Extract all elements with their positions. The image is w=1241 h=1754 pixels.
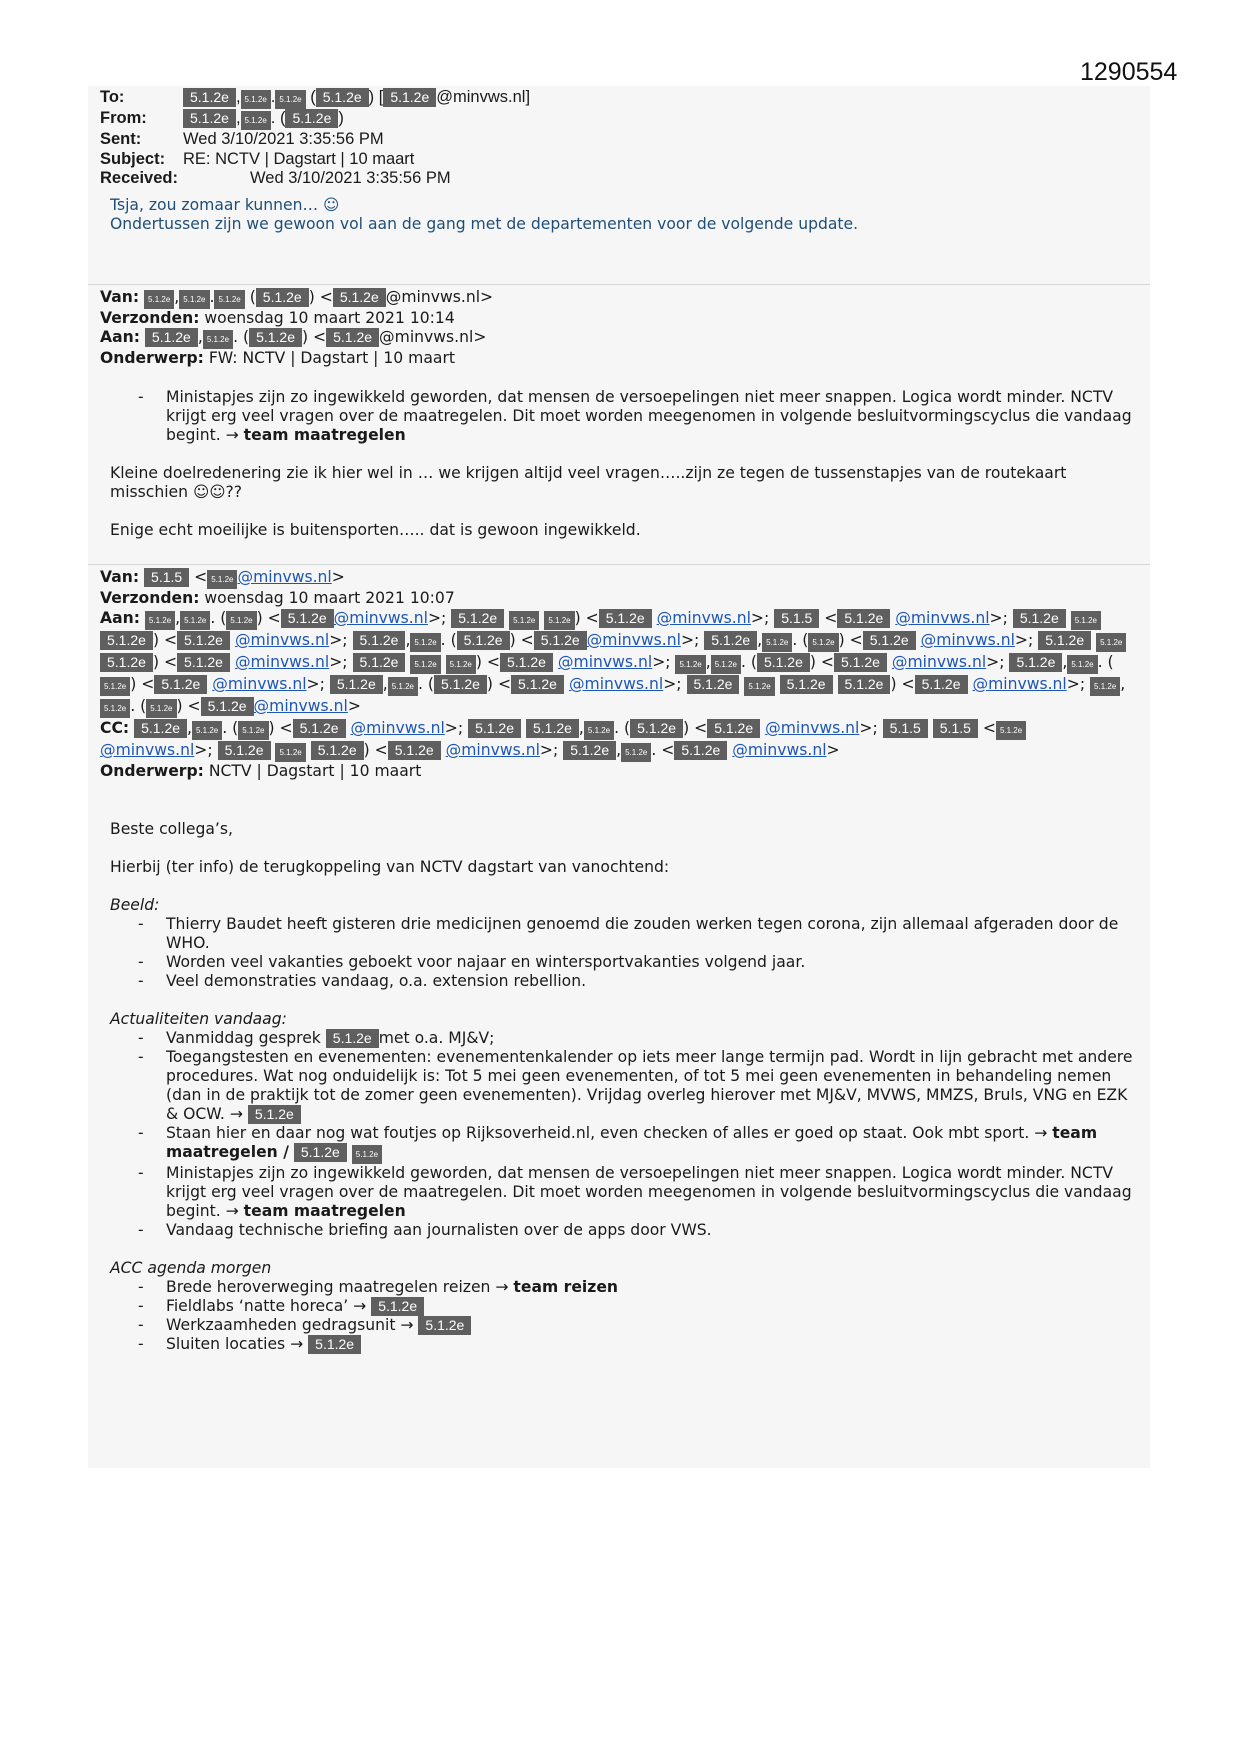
redaction-box: 5.1.2e [468,719,521,738]
redaction-box: 5.1.2e [145,611,175,630]
redaction-box: 5.1.2e [275,90,305,109]
header-from [100,109,1136,130]
text-run: ) < [302,328,327,346]
redaction-box: 5.1.2e [1096,633,1126,652]
redaction-box: 5.1.2e [311,741,364,760]
text-run: . ( [417,675,434,693]
redaction-box: 5.1.2e [134,719,187,738]
redaction-box: 5.1.2e [915,675,968,694]
redaction-box: 5.1.2e [326,1029,379,1048]
mail2-body [110,820,1136,1354]
text-run: , [197,328,203,346]
text-run: < [189,568,208,586]
email-link: @minvws.nl [568,675,664,693]
text-run: >; [329,653,353,671]
text-run: , [578,719,584,737]
redaction-box: 5.1.2e [275,743,305,762]
redaction-box: 5.1.2e [241,90,271,109]
text-run: . ( [210,609,227,627]
bold-text: team maatregelen [243,426,406,444]
email-link: @minvws.nl [972,675,1067,693]
redaction-box: 5.1.2e [183,88,236,107]
redaction-box: 5.1.2e [308,1335,361,1354]
email-link: @minvws.nl [234,631,330,649]
email-link: @minvws.nl [895,609,990,627]
redaction-box: 5.1.2e [256,288,309,307]
redaction-box: 5.1.2e [1013,609,1066,628]
text-run: . [209,288,215,306]
actualiteiten-list [138,1029,1136,1240]
redaction-box: 5.1.2e [1067,655,1097,674]
redaction-box: 5.1.2e [509,611,539,630]
intro: Hierbij (ter info) de terugkoppeling van NCTV dagstart van vanochtend: [110,858,670,876]
bold-text: Aan: [100,609,140,627]
bold-text: Verzonden: [100,309,200,327]
mail1-body [110,388,1136,540]
text-run: >; [750,609,775,627]
outer-email-header [100,88,1136,189]
redaction-box: 5.1.2e [410,633,440,652]
list-item [138,388,1136,445]
received-label: Received: [100,169,178,187]
text-run: Toegangstesten en evenementen: evenementenkalender op iets meer lange termijn pad. Wordt in lijn gebracht met andere procedures. Wat nog onduidelijk is: Tot 5 mei geen evenementen, of tot 5 mei geen evenementen in behandeling nemen (dan in de praktijk tot de zomer geen evenementen). Vrijdag overleg hierover met MJ&V, MVWS, MMZS, Bruls, VNG en EZK & OCW. → [166,1048,1133,1123]
document-number: 1290554 [1080,58,1178,86]
text-run: , [616,741,622,759]
text-run: ) < [130,675,155,693]
redaction-box: 5.1.2e [457,631,510,650]
redaction-box: 5.1.2e [434,675,487,694]
text-run: ) < [809,653,834,671]
redaction-box: 5.1.2e [100,677,130,696]
text-run: Sluiten locaties → [166,1335,309,1353]
redaction-box: 5.1.2e [293,719,346,738]
redaction-box: 5.1.2e [330,675,383,694]
cc-line [100,718,1136,762]
redaction-box: 5.1.2e [100,653,153,672]
text-run: . ( [270,109,286,127]
redaction-box: 5.1.2e [353,653,406,672]
redaction-box: 5.1.2e [621,743,651,762]
from-value [183,109,344,130]
redaction-box: 5.1.2e [207,570,237,589]
redaction-box: 5.1.2e [371,1297,424,1316]
text-run: >; [329,631,353,649]
onderwerp-line [100,762,1136,781]
redaction-box: 5.1.2e [780,675,833,694]
text-run: . ( [222,719,239,737]
redaction-box: 5.1.2e [687,675,740,694]
text-run: , [187,719,192,737]
redaction-box: 5.1.2e [154,675,207,694]
redaction-box: 5.1.2e [675,655,705,674]
redaction-box: 5.1.2e [214,290,244,309]
text-run: ) < [152,631,178,649]
redaction-box: 5.1.2e [294,1143,347,1162]
header-received [100,169,1136,189]
email-link: @minvws.nl [920,631,1015,649]
redaction-box: 5.1.2e [248,1105,301,1124]
divider [88,284,1150,285]
text-run: woensdag 10 maart 2021 10:14 [199,309,455,327]
bold-text: Van: [100,568,140,586]
text-run: @minvws.nl] [436,88,531,106]
text-run: > [331,568,345,586]
text-run: . ( [233,328,250,346]
redaction-box: 5.1.2e [249,328,302,347]
text-run: ) < [574,609,599,627]
aan-line [100,328,1136,349]
redaction-box: 5.1.2e [180,611,210,630]
van-line [100,568,1136,589]
text-run: . ( [792,631,809,649]
redaction-box: 5.1.2e [834,653,887,672]
redaction-box: 5.1.2e [100,631,153,650]
bold-text: CC: [100,719,130,737]
text-run: >; [859,719,883,737]
text-run: ) < [486,675,512,693]
text-run: . < [651,741,675,759]
section-title-beeld: Beeld: [110,896,160,914]
redaction-box: 5.1.2e [526,719,579,738]
redaction-box: 5.1.2e [1090,677,1120,696]
text-run: , [382,675,388,693]
redaction-box: 5.1.2e [410,655,440,674]
redaction-box: 5.1.2e [1071,611,1101,630]
text-run: < [977,719,996,737]
text-run: met o.a. MJ&V; [378,1029,495,1047]
redaction-box: 5.1.2e [744,677,774,696]
redaction-box: 5.1.2e [757,653,810,672]
verzonden-line [100,589,1136,608]
reply-line: Ondertussen zijn we gewoon vol aan de gang met de departementen voor de volgende update. [110,215,859,233]
onderwerp-line [100,349,1136,368]
beeld-list [138,915,1136,991]
text-run: ) < [268,719,293,737]
redaction-box: 5.1.2e [177,653,230,672]
redaction-box: 5.1.2e [388,741,441,760]
redaction-box: 5.1.2e [388,677,418,696]
list-item [138,1164,1136,1221]
text-run: ) < [475,653,500,671]
text-run: Werkzaamheden gedragsunit → [166,1316,419,1334]
redaction-box: 5.1.2e [704,631,757,650]
text-run: , [1120,675,1126,693]
redaction-box: 5.1.2e [711,655,741,674]
redaction-box: 5.1.2e [563,741,616,760]
bold-text: Van: [100,288,140,306]
redaction-box: 5.1.2e [838,675,891,694]
email-link: @minvws.nl [891,653,987,671]
text-run: Brede heroverweging maatregelen reizen → [166,1278,514,1296]
text-run: , [235,109,241,127]
redaction-box: 5.1.2e [599,609,652,628]
list-item [138,1316,1136,1335]
text-run: ) < [152,653,178,671]
to-label: To: [100,88,125,106]
text-run: . [270,88,276,106]
subject-value: RE: NCTV | Dagstart | 10 maart [183,149,415,168]
redaction-box: 5.1.2e [837,609,890,628]
to-value [183,88,530,109]
redaction-box: 5.1.2e [326,328,379,347]
text-run: Ministapjes zijn zo ingewikkeld geworden, dat mensen de versoepelingen niet meer snappen. Logica wordt minder. NCTV krijgt erg veel vragen over de maatregelen. Dit moet worden meegenomen in volgende besluitvormingscyclus die vandaag begint. → [166,1164,1132,1220]
bold-text: Onderwerp: [100,762,204,780]
text-run: > [826,741,840,759]
text-run: . ( [130,697,147,715]
text-run: , [705,653,711,671]
text-run: >; [1014,631,1039,649]
text-run: >; [539,741,564,759]
redaction-box: 5.1.2e [707,719,760,738]
redaction-box: 5.1.2e [144,290,174,309]
email-link: @minvws.nl [765,719,860,737]
text-run: >; [986,653,1010,671]
header-to [100,88,1136,109]
subject-label: Subject: [100,149,166,168]
redaction-box: 5.1.2e [544,611,574,630]
text-run: , [175,609,181,627]
redaction-box: 5.1.2e [500,653,553,672]
email-link: @minvws.nl [100,741,195,759]
paragraph: Enige echt moeilijke is buitensporten….. dat is gewoon ingewikkeld. [110,521,641,539]
bold-text: team reizen [513,1278,619,1296]
email-link: @minvws.nl [557,653,653,671]
text-run: ) < [308,288,333,306]
redaction-box: 5.1.2e [203,330,233,349]
redaction-box: 5.1.2e [145,328,198,347]
bold-text: team maatregelen / [166,1124,1098,1161]
text-run: >; [1066,675,1091,693]
text-run: . ( [440,631,457,649]
text-run: ( [305,88,316,106]
redaction-box: 5.1.2e [996,721,1026,740]
greeting: Beste collega’s, [110,820,233,838]
reply-line: Tsja, zou zomaar kunnen… ☺ [110,196,340,214]
bold-text: team maatregelen [243,1202,406,1220]
text-run: >; [427,609,452,627]
redaction-box: 5.1.2e [192,721,222,740]
text-run: @minvws.nl> [385,288,494,306]
redaction-box: 5.1.2e [183,109,236,128]
paragraph: Kleine doelredenering zie ik hier wel in … we krijgen altijd veel vragen…..zijn ze tegen de tussenstapjes van de routekaart misschien ☺☺?? [110,464,1067,501]
redaction-box: 5.1.2e [226,611,256,630]
text-run: ) [ [368,88,384,106]
text-run: ) < [176,697,201,715]
email-link: @minvws.nl [732,741,827,759]
text-run: . ( [740,653,757,671]
bold-text: Aan: [100,328,140,346]
text-run: >; [680,631,705,649]
text-run: NCTV | Dagstart | 10 maart [203,762,422,780]
list-item [138,1124,1136,1164]
redaction-box: 5.1.5 [933,719,978,738]
text-run: >; [306,675,330,693]
redaction-box: 5.1.2e [179,290,209,309]
redaction-box: 5.1.2e [584,721,614,740]
text-run: , [235,88,241,106]
redaction-box: 5.1.2e [808,633,838,652]
list-item [138,1029,1136,1048]
redaction-box: 5.1.2e [241,111,271,130]
email-printout [88,86,1150,1468]
text-run: ( [244,288,256,306]
acc-agenda-list [138,1278,1136,1354]
email-link: @minvws.nl [253,697,348,715]
redaction-box: 5.1.2e [316,88,369,107]
bold-text: Verzonden: [100,589,200,607]
redaction-box: 5.1.2e [333,288,386,307]
redaction-box: 5.1.2e [534,631,587,650]
text-run: @minvws.nl> [379,328,487,346]
text-run: FW: NCTV | Dagstart | 10 maart [203,349,455,367]
email-link: @minvws.nl [212,675,307,693]
text-run: ) < [509,631,534,649]
received-value: Wed 3/10/2021 3:35:56 PM [250,169,451,187]
divider [88,564,1150,565]
section-title-actualiteiten: Actualiteiten vandaag: [110,1010,287,1028]
redaction-box: 5.1.2e [451,609,504,628]
sent-value: Wed 3/10/2021 3:35:56 PM [183,130,384,148]
redaction-box: 5.1.2e [418,1316,471,1335]
redaction-box: 5.1.2e [762,633,792,652]
redaction-box: 5.1.2e [1009,653,1062,672]
header-subject [100,150,1136,170]
list-item [138,1221,1136,1240]
redaction-box: 5.1.2e [863,631,916,650]
redaction-box: 5.1.2e [281,609,334,628]
redaction-box: 5.1.2e [383,88,436,107]
email-link: @minvws.nl [350,719,445,737]
text-run: < [819,609,838,627]
van-line [100,288,1136,309]
text-run: . ( [614,719,631,737]
bold-text: Onderwerp: [100,349,204,367]
text-run: ) < [683,719,708,737]
list-item [138,1335,1136,1354]
text-run: >; [663,675,687,693]
redaction-box: 5.1.2e [146,699,176,718]
text-run: ) [338,109,344,127]
redaction-box: 5.1.2e [353,631,406,650]
redaction-box: 5.1.2e [100,699,130,718]
section-title-acc-agenda: ACC agenda morgen [110,1259,272,1277]
list-item [138,1278,1136,1297]
redaction-box: 5.1.2e [201,697,254,716]
list-item: - Thierry Baudet heeft gisteren drie medicijnen genoemd die zouden werken tegen corona, zijn allemaal afgeraden door de WHO. [138,915,1136,953]
reply-body [110,196,1136,234]
email-link: @minvws.nl [234,653,330,671]
text-run: Fieldlabs ‘natte horeca’ → [166,1297,372,1315]
text-run: Vanmiddag gesprek [166,1029,326,1047]
text-run: , [174,288,180,306]
text-run: ) < [256,609,281,627]
list-item: - Veel demonstraties vandaag, o.a. extension rebellion. [138,972,1136,991]
redaction-box: 5.1.2e [674,741,727,760]
text-run: ) < [890,675,915,693]
redaction-box: 5.1.5 [883,719,928,738]
verzonden-line [100,309,1136,328]
email-link: @minvws.nl [333,609,428,627]
email-link: @minvws.nl [445,741,540,759]
header-sent [100,130,1136,150]
text-run: >; [989,609,1013,627]
text-run: . ( [1097,653,1114,671]
text-run: ) < [838,631,863,649]
forwarded-header-2 [100,568,1136,781]
redaction-box: 5.1.2e [238,721,268,740]
redaction-box: 5.1.2e [630,719,683,738]
redaction-box: 5.1.2e [177,631,230,650]
text-run: , [757,631,763,649]
redaction-box: 5.1.2e [218,741,271,760]
email-link: @minvws.nl [586,631,681,649]
list-item: - Worden veel vakanties geboekt voor najaar en wintersportvakanties volgend jaar. [138,953,1136,972]
redaction-box: 5.1.2e [446,655,476,674]
email-link: @minvws.nl [656,609,751,627]
redaction-box: 5.1.5 [144,568,189,587]
redaction-box: 5.1.2e [1038,631,1091,650]
redaction-box: 5.1.2e [352,1145,382,1164]
text-run: >; [652,653,676,671]
sent-label: Sent: [100,130,142,148]
list-item [138,1048,1136,1124]
redaction-box: 5.1.2e [511,675,564,694]
text-run: Staan hier en daar nog wat foutjes op Rijksoverheid.nl, even checken of alles er goed op staat. Ook mbt sport. → [166,1124,1053,1142]
text-run: >; [444,719,469,737]
text-run: > [347,697,361,715]
redaction-box: 5.1.5 [774,609,819,628]
redaction-box: 5.1.2e [285,109,338,128]
aan-line [100,608,1136,718]
text-run: ) < [363,741,388,759]
text-run: Ministapjes zijn zo ingewikkeld geworden, dat mensen de versoepelingen niet meer snappen. Logica wordt minder. NCTV krijgt erg veel vragen over de maatregelen. Dit moet worden meegenomen in volgende besluitvormingscyclus die vandaag begint. → [166,388,1132,444]
text-run: >; [194,741,218,759]
from-label: From: [100,109,147,127]
list-item [138,1297,1136,1316]
forwarded-header-1 [100,288,1136,368]
text-run: Vandaag technische briefing aan journalisten over de apps door VWS. [166,1221,712,1239]
email-link: @minvws.nl [237,568,332,586]
text-run: , [405,631,411,649]
text-run: woensdag 10 maart 2021 10:07 [199,589,455,607]
text-run: , [1062,653,1068,671]
